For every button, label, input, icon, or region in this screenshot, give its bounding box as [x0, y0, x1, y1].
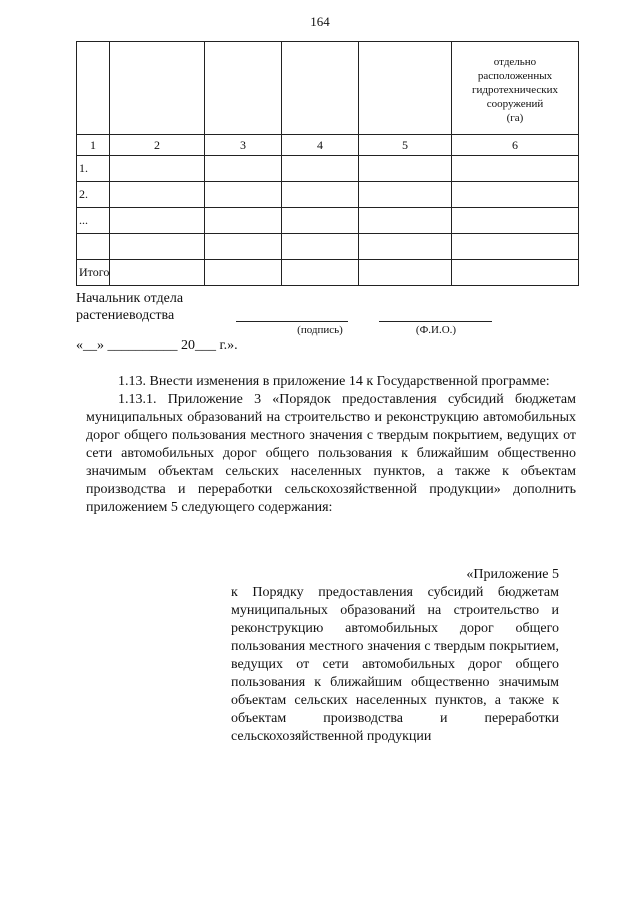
signature-caption: (подпись) — [297, 324, 343, 336]
header-cell-3 — [205, 42, 282, 135]
paragraph: 1.13. Внести изменения в приложение 14 к Государственной программе: — [118, 374, 550, 389]
table-row — [77, 208, 579, 234]
header-cell-5 — [359, 42, 452, 135]
paragraph: 1.13.1. Приложение 3 «Порядок предоставления субсидий бюджетам муниципальных образований на строительство и реконструкцию автомобильных дорог общего пользования местного значения с твердым покрытием, ведущих от сети автомобильных дорог общего пользования к ближайшим общественно значимым объектам сельских населенных пунктов, а также к объектам производства и переработки сельскохозяйственной продукции» дополнить приложением 5 следующего содержания: — [86, 392, 576, 515]
signature-line — [236, 321, 348, 322]
date-line: «__» __________ 20___ г.». — [76, 338, 238, 353]
row-label: Итого — [77, 260, 110, 286]
table-total-row — [77, 260, 579, 286]
name-line — [379, 321, 492, 322]
header-line: расположенных — [477, 70, 553, 82]
table-row — [77, 156, 579, 182]
page-number: 164 — [310, 14, 330, 29]
row-label: 1. — [77, 156, 110, 182]
signatory-title: Начальник отдела растениеводства — [76, 291, 184, 323]
row-label: ... — [77, 208, 110, 234]
header-cell-6 — [452, 42, 579, 135]
signature-block — [76, 290, 576, 360]
appendix-heading — [231, 566, 559, 746]
column-number: 5 — [359, 135, 452, 156]
row-label — [77, 234, 110, 260]
appendix-text: к Порядку предоставления субсидий бюджетам муниципальных образований на строительство и реконструкцию автомобильных дорог общего пользования местного значения с твердым покрытием, ведущих от сети автомобильных дорог общего пользования к ближайшим общественно значимым объектам сельских населенных пунктов, а также к объектам производства и переработки сельскохозяйственной продукции — [231, 585, 559, 744]
column-number: 1 — [77, 135, 110, 156]
header-line: (га) — [506, 112, 524, 124]
table-row — [77, 182, 579, 208]
header-cell-2 — [110, 42, 205, 135]
column-number-row — [77, 135, 579, 156]
header-line: отдельно — [493, 56, 537, 68]
row-label: 2. — [77, 182, 110, 208]
column-number: 4 — [282, 135, 359, 156]
header-line: сооружений — [486, 98, 544, 110]
header-line: гидротехнических — [472, 84, 558, 96]
table-header-row — [77, 42, 579, 135]
header-cell-1 — [77, 42, 110, 135]
column-number: 2 — [110, 135, 205, 156]
body-text — [86, 373, 576, 517]
appendix-title: «Приложение 5 — [466, 567, 559, 582]
column-number: 3 — [205, 135, 282, 156]
name-caption: (Ф.И.О.) — [415, 324, 457, 336]
table-row — [77, 234, 579, 260]
report-table — [76, 41, 579, 286]
column-number: 6 — [452, 135, 579, 156]
header-cell-4 — [282, 42, 359, 135]
